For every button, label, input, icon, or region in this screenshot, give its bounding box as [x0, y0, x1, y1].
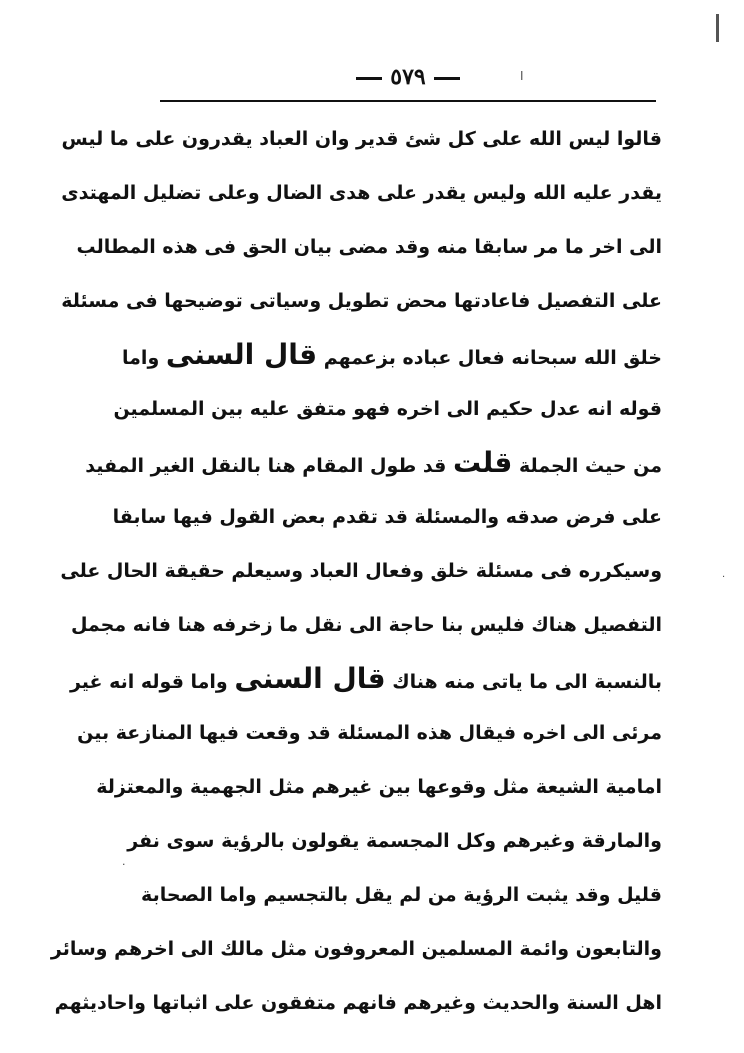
text-line	[127, 814, 662, 868]
text-segment: بالنسبة الى ما ياتى منه هناك	[385, 671, 662, 693]
text-segment: مرئى الى اخره فيقال هذه المسئلة قد وقعت فيها المنازعة بين	[77, 722, 662, 744]
text-line	[69, 652, 662, 706]
text-line	[60, 544, 662, 598]
text-segment: واما	[122, 347, 166, 369]
text-line	[96, 760, 662, 814]
text-segment: التفصيل هناك فليس بنا حاجة الى نقل ما زخرفه هنا فانه مجمل	[70, 614, 662, 636]
scan-edge-mark	[716, 14, 719, 42]
text-segment: وسيكرره فى مسئلة خلق وفعال العباد وسيعلم حقيقة الحال على	[60, 560, 662, 582]
text-segment: قد طول المقام هنا بالنقل الغير المفيد	[85, 455, 453, 477]
body-text	[50, 112, 662, 1030]
text-line	[141, 868, 662, 922]
page-number-text: ٥٧٩	[390, 64, 426, 90]
text-line	[61, 112, 662, 166]
text-line	[61, 166, 662, 220]
emphasized-heading: قال السنى	[165, 338, 318, 371]
text-segment: امامية الشيعة مثل وقوعها بين غيرهم مثل الجهمية والمعتزلة	[96, 776, 662, 798]
text-line	[61, 274, 662, 328]
emphasized-heading: قال السنى	[234, 662, 386, 695]
text-line	[70, 598, 662, 652]
dash-left	[356, 77, 382, 80]
text-segment: على التفصيل فاعادتها محض تطويل وسياتى توضيحها فى مسئلة	[61, 290, 662, 312]
emphasized-heading: قلت	[452, 446, 513, 479]
text-segment: والمارقة وغيرهم وكل المجسمة يقولون بالرؤية سوى نفر	[127, 830, 662, 852]
text-segment: والتابعون وائمة المسلمين المعروفون مثل مالك الى اخرهم وسائر	[50, 938, 662, 960]
text-segment: من حيث الجملة	[512, 455, 662, 477]
page-header	[160, 62, 656, 100]
text-line	[122, 328, 662, 382]
text-segment: الى اخر ما مر سابقا منه وقد مضى بيان الحق فى هذه المطالب	[76, 236, 662, 258]
page-number	[160, 64, 656, 90]
scan-speck: ·	[722, 572, 726, 583]
text-line	[85, 436, 662, 490]
text-line	[50, 922, 662, 976]
scan-speck: ·	[122, 858, 126, 871]
dash-right	[434, 77, 460, 80]
text-segment: قالوا ليس الله على كل شئ قدير وان العباد يقدرون على ما ليس	[61, 128, 662, 150]
text-segment: خلق الله سبحانه فعال عباده بزعمهم	[317, 347, 662, 369]
scan-speck: ׀	[520, 68, 524, 82]
text-segment: على فرض صدقه والمسئلة قد تقدم بعض القول فيها سابقا	[112, 506, 662, 528]
text-line	[113, 382, 662, 436]
text-segment: اهل السنة والحديث وغيرهم فانهم متفقون على اثباتها واحاديثهم	[54, 992, 662, 1014]
text-line	[76, 220, 662, 274]
text-line	[112, 490, 662, 544]
text-segment: قليل وقد يثبت الرؤية من لم يقل بالتجسيم واما الصحابة	[141, 884, 662, 906]
header-rule	[160, 100, 656, 102]
text-segment: قوله انه عدل حكيم الى اخره فهو متفق عليه بين المسلمين	[113, 398, 662, 420]
text-segment: يقدر عليه الله وليس يقدر على هدى الضال وعلى تضليل المهتدى	[61, 182, 662, 204]
text-segment: واما قوله انه غير	[69, 671, 235, 693]
text-line	[54, 976, 662, 1030]
text-line	[77, 706, 662, 760]
